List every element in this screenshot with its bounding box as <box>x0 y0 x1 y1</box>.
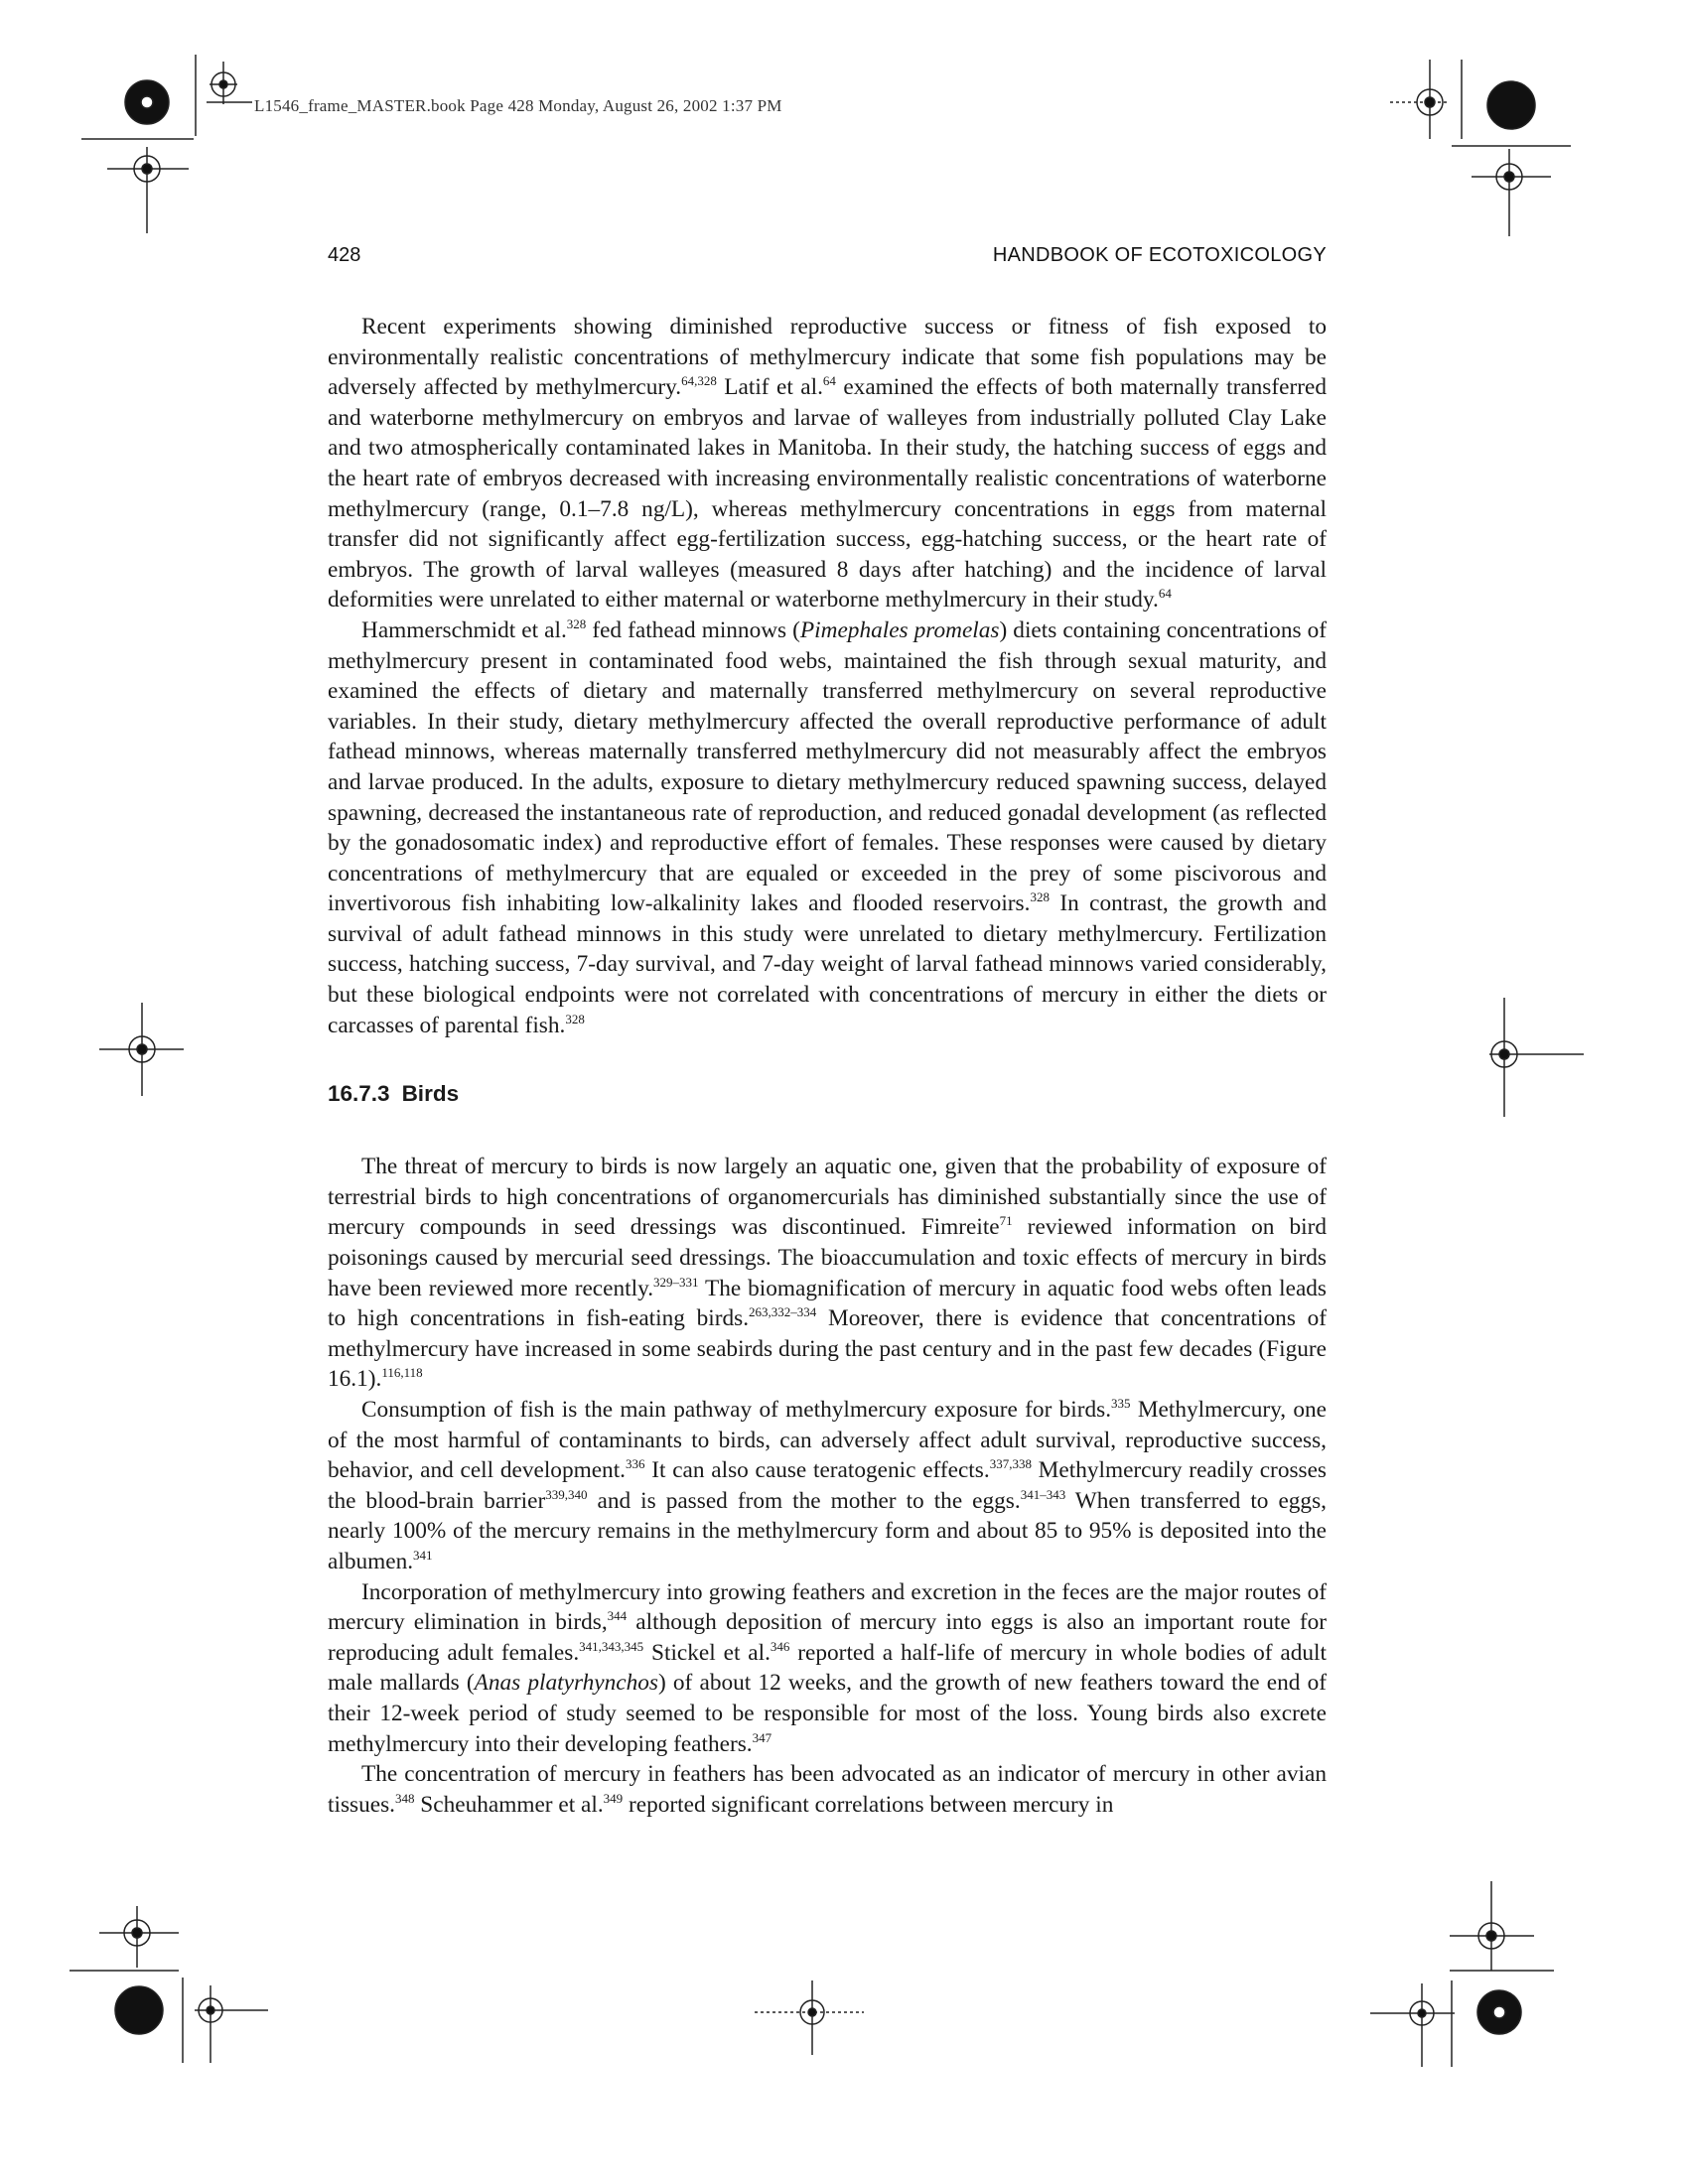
crosshair-registration-mark-icon <box>1370 1980 1455 2067</box>
solid-circle-registration-mark-icon <box>115 1986 163 2034</box>
crosshair-registration-mark-icon <box>1450 1881 1534 1971</box>
crosshair-registration-mark-icon <box>1390 60 1462 139</box>
paragraph: Recent experiments showing diminished reproductive success or fitness of fish exposed to environmentally realistic concentrations of methylmercury indicate that some fish populations may be adversely affected by methylmercury.$^{64,328}$ Latif et al.$^{64}$ examined the effects of both maternally transferred and waterborne methylmercury on embryos and larvae of walleyes from industrially polluted Clay Lake and two atmospherically contaminated lakes in Manitoba. In their study, the hatching success of eggs and the heart rate of embryos decreased with increasing environmentally realistic concentrations of waterborne methylmercury (range, 0.1–7.8 ng/L), whereas methylmercury concentrations in eggs from maternal transfer did not significantly affect egg-fertilization success, egg-hatching success, or the heart rate of embryos. The growth of larval walleyes (measured 8 days after hatching) and the incidence of larval deformities were unrelated to either maternal or waterborne methylmercury in their study.$^{64}$ <box>328 314 1327 614</box>
crosshair-registration-mark-icon <box>1472 149 1551 236</box>
crosshair-registration-mark-icon <box>183 1978 268 2063</box>
section-title: Birds <box>401 1081 460 1107</box>
crosshair-registration-mark-icon <box>755 1980 864 2055</box>
paragraph: The concentration of mercury in feathers has been advocated as an indicator of mercury in other avian tissues.$^{348}$ Scheuhammer et al.$^{349}$ reported significant correlations between mercury in <box>328 1761 1327 1818</box>
crosshair-registration-mark-icon <box>99 1003 184 1096</box>
body-text <box>328 312 1327 1820</box>
crosshair-registration-mark-icon <box>196 55 252 136</box>
crosshair-registration-mark-icon <box>1489 998 1584 1117</box>
section-heading <box>328 1080 1327 1108</box>
running-head: HANDBOOK OF ECOTOXICOLOGY <box>992 244 1327 266</box>
page-number: 428 <box>328 244 361 266</box>
file-slug-line: L1546_frame_MASTER.book Page 428 Monday, August 26, 2002 1:37 PM <box>254 96 782 115</box>
crosshair-registration-mark-icon <box>107 147 189 233</box>
paragraph: Incorporation of methylmercury into growing feathers and excretion in the feces are the major routes of mercury elimination in birds,$^{344}$ although deposition of mercury into eggs is also an important route for reproducing adult females.$^{341,343,345}$ Stickel et al.$^{346}$ reported a half-life of mercury in whole bodies of adult male mallards (Anas platyrhynchos) of about 12 weeks, and the growth of new feathers toward the end of their 12-week period of study seemed to be responsible for most of the loss. Young birds also excrete methylmercury into their developing feathers.$^{347}$ <box>328 1578 1327 1757</box>
crosshair-registration-mark-icon <box>99 1906 179 1968</box>
starburst-registration-mark-icon <box>125 80 169 124</box>
paragraph: The threat of mercury to birds is now largely an aquatic one, given that the probability of exposure of terrestrial birds to high concentrations of organomercurials has diminished substantially since the use of mercury compounds in seed dressings was discontinued. Fimreite$^{71}$ reviewed information on bird poisonings caused by mercurial seed dressings. The bioaccumulation and toxic effects of mercury in birds have been reviewed more recently.$^{329-331}$ The biomagnification of mercury in aquatic food webs often leads to high concentrations in fish-eating birds.$^{263,332-334}$ Moreover, there is evidence that concentrations of methylmercury have increased in some seabirds during the past century and in the past few decades (Figure 16.1).$^{116,118}$ <box>328 1154 1328 1393</box>
section-number: 16.7.3 <box>328 1081 390 1107</box>
paragraph: Hammerschmidt et al.$^{328}$ fed fathead minnows (Pimephales promelas) diets containing concentrations of methylmercury present in contaminated food webs, maintained the fish through sexual maturity, and examined the effects of dietary and maternally transferred methylmercury on several reproductive variables. In their study, dietary methylmercury affected the overall reproductive performance of adult fathead minnows, whereas maternally transferred methylmercury did not measurably affect the embryos and larvae produced. In the adults, exposure to dietary methylmercury reduced spawning success, delayed spawning, decreased the instantaneous rate of reproduction, and reduced gonadal development (as reflected by the gonadosomatic index) and reproductive effort of females. These responses were caused by dietary concentrations of methylmercury that are equaled or exceeded in the prey of some piscivorous and invertivorous fish inhabiting low-alkalinity lakes and flooded reservoirs.$^{328}$ In contrast, the growth and survival of adult fathead minnows in this study were unrelated to dietary methylmercury. Fertilization success, hatching success, 7-day survival, and 7-day weight of larval fathead minnows varied considerably, but these biological endpoints were not correlated with concentrations of mercury in either the diets or carcasses of parental fish.$^{328}$ <box>328 615 1327 1038</box>
starburst-registration-mark-icon <box>1477 1990 1521 2034</box>
paragraph: Consumption of fish is the main pathway of methylmercury exposure for birds.$^{335}$ Methylmercury, one of the most harmful of contaminants to birds, can adversely affect adult survival, reproductive success, behavior, and cell development.$^{336}$ It can also cause teratogenic effects.$^{337,338}$ Methylmercury readily crosses the blood-brain barrier$^{339,340}$ and is passed from the mother to the eggs.$^{341-343}$ When transferred to eggs, nearly 100% of the mercury remains in the methylmercury form and about 85 to 95% is deposited into the albumen.$^{341}$ <box>328 1396 1328 1574</box>
solid-circle-registration-mark-icon <box>1487 81 1535 129</box>
